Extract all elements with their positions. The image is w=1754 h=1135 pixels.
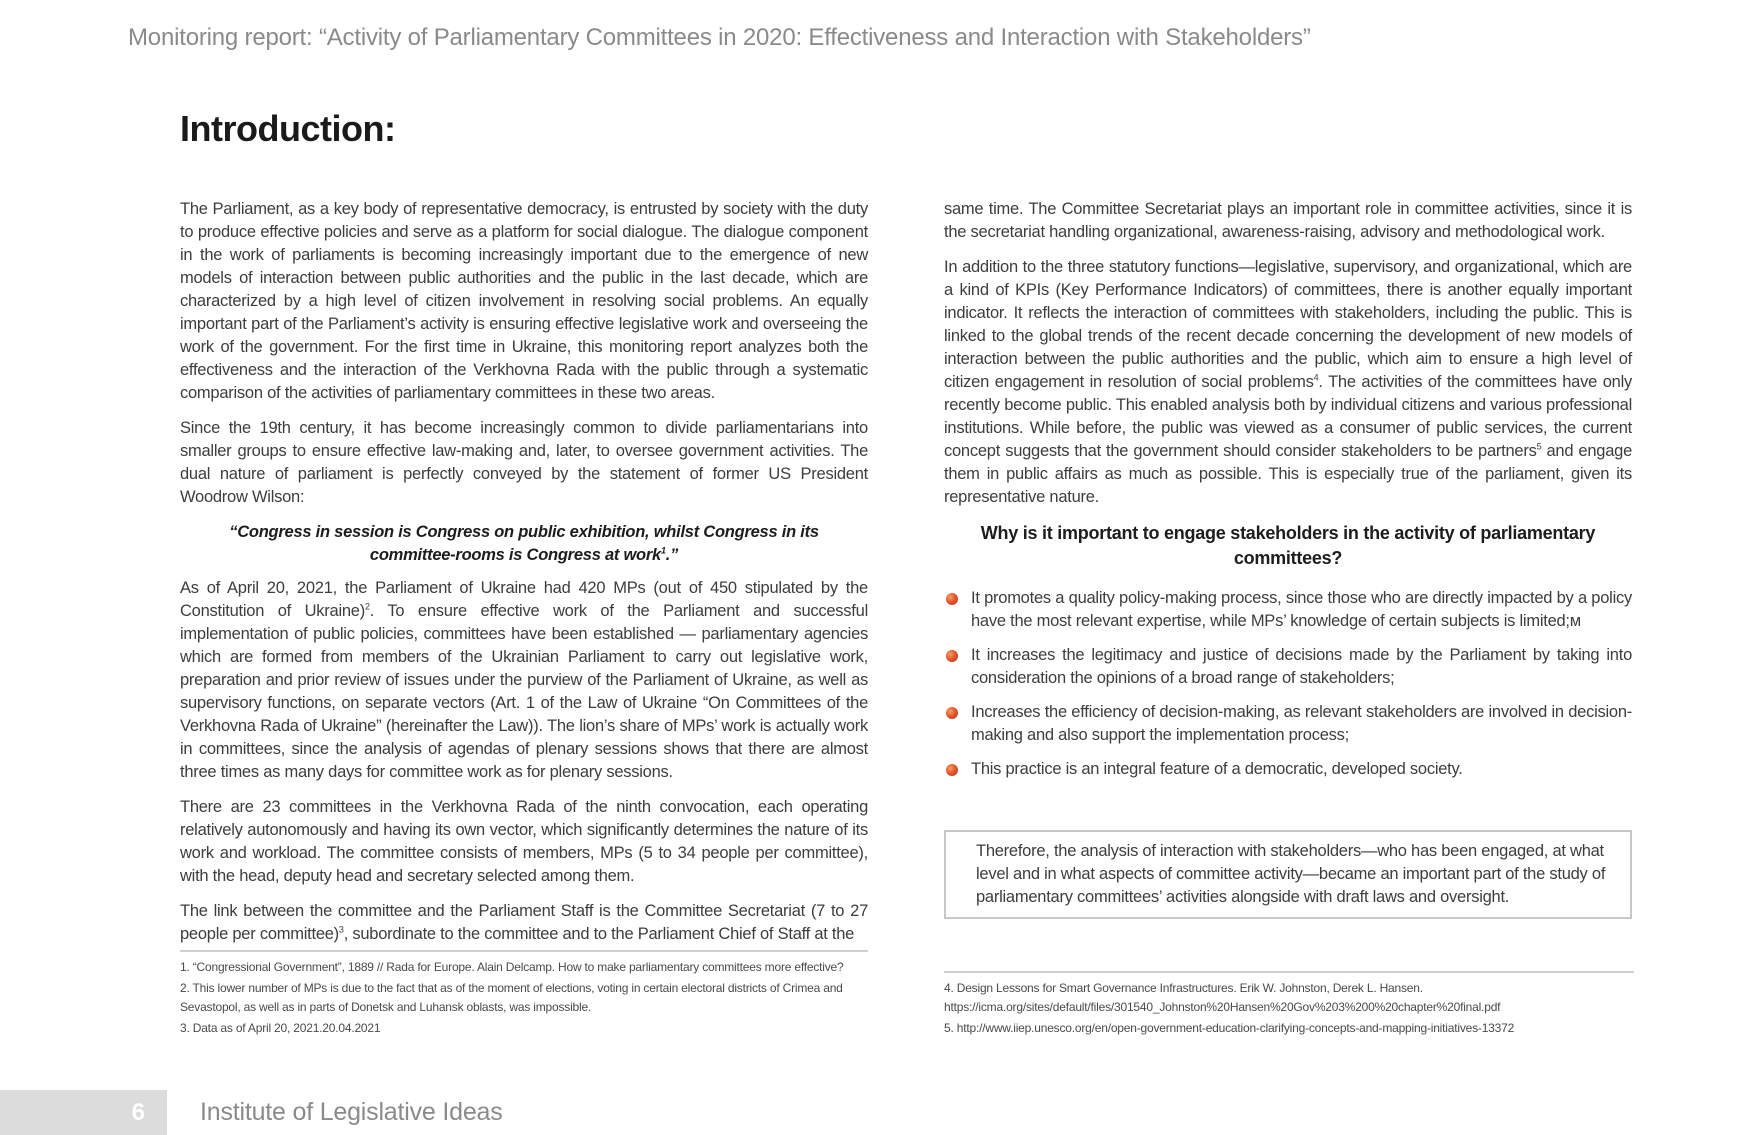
- list-item-text: This practice is an integral feature of a democratic, developed society.: [971, 760, 1463, 778]
- bullet-icon: [946, 593, 958, 605]
- bullet-icon: [946, 650, 958, 662]
- footnote: 1. “Congressional Government”, 1889 // Rada for Europe. Alain Delcamp. How to make parliamentary committees more effective?: [180, 960, 844, 974]
- footnote-ref: 2: [364, 601, 370, 612]
- paragraph-text: The link between the committee and the Parliament Staff is the Committee Secretariat (7 to 27 people per committee): [180, 902, 868, 943]
- paragraph-text: and engage them in public affairs as much as possible. This is especially true of the parliament, given its representative nature.: [944, 442, 1632, 506]
- footnote: 5. http://www.iiep.unesco.org/en/open-government-education-clarifying-concepts-and-mapping-initiatives-13372: [944, 1021, 1515, 1035]
- footnote: 3. Data as of April 20, 2021.20.04.2021: [180, 1021, 381, 1035]
- footnotes-left: [180, 958, 870, 1040]
- wilson-quote: [186, 521, 862, 567]
- paragraph: [944, 256, 1632, 509]
- quote-text: “Congress in session is Congress on public exhibition, whilst Congress in its committee-rooms is Congress at work: [229, 523, 819, 564]
- paragraph-text: As of April 20, 2021, the Parliament of Ukraine had 420 MPs (out of 450 stipulated by the Constitution of Ukraine): [180, 579, 868, 620]
- footnote-divider: [180, 950, 868, 952]
- footnote-ref: 1: [660, 545, 666, 556]
- running-header: Monitoring report: “Activity of Parliamentary Committees in 2020: Effectiveness and Interaction with Stakeholders”: [128, 24, 1311, 51]
- list-item-text: It increases the legitimacy and justice of decisions made by the Parliament by taking into consideration the opinions of a broad range of stakeholders;: [971, 646, 1632, 687]
- footnotes-right: [944, 979, 1634, 1040]
- page-title: Introduction:: [180, 108, 396, 149]
- list-item: [944, 701, 1632, 747]
- paragraph-text: , subordinate to the committee and to the Parliament Chief of Staff at the: [343, 925, 855, 943]
- section-subheading: Why is it important to engage stakeholders in the activity of parliamentary committees?: [980, 523, 1596, 568]
- left-column: [180, 198, 868, 958]
- footnote-ref: 4: [1313, 372, 1319, 383]
- bullet-icon: [946, 764, 958, 776]
- right-column: [944, 198, 1632, 792]
- list-item-text: Increases the efficiency of decision-making, as relevant stakeholders are involved in decision-making and also support the implementation process;: [971, 703, 1632, 744]
- list-item: [944, 644, 1632, 690]
- paragraph: [180, 577, 868, 784]
- footer-organization: Institute of Legislative Ideas: [200, 1098, 503, 1126]
- footnote-ref: 3: [338, 924, 344, 935]
- quote-end: .”: [665, 546, 679, 564]
- paragraph-text: . To ensure effective work of the Parliament and successful implementation of public policies, committees have been established — parliamentary agencies which are formed from members of the Ukrainian Parliament to carry out legislative work, preparation and prior review of issues under the purview of the Parliament of Ukraine, as well as supervisory functions, on separate vectors (Art. 1 of the Law of Ukraine “On Committees of the Verkhovna Rada of Ukraine” (hereinafter the Law)). The lion’s share of MPs’ work is actually work in committees, since the analysis of agendas of plenary sessions shows that there are almost three times as many days for committee work as for plenary sessions.: [180, 602, 868, 781]
- callout-box: Therefore, the analysis of interaction with stakeholders—who has been engaged, at what level and in what aspects of committee activity—became an important part of the study of parliamentary committees’ activities alongside with draft laws and oversight.: [944, 830, 1632, 919]
- footnote-ref: 5: [1536, 441, 1542, 452]
- bullet-icon: [946, 707, 958, 719]
- list-item-text: It promotes a quality policy-making process, since those who are directly impacted by a policy have the most relevant expertise, while MPs’ knowledge of certain subjects is limited;м: [971, 589, 1632, 630]
- paragraph-text: . The activities of the committees have only recently become public. This enabled analysis both by individual citizens and various professional institutions. While before, the public was viewed as a consumer of public services, the current concept suggests that the government should consider stakeholders to be partners: [944, 373, 1632, 460]
- footnote-divider: [944, 971, 1634, 973]
- paragraph: The Parliament, as a key body of representative democracy, is entrusted by society with the duty to produce effective policies and serve as a platform for social dialogue. The dialogue component in the work of parliaments is becoming increasingly important due to the emergence of new models of interaction between public authorities and the public in the last decade, which are characterized by a high level of citizen involvement in resolving social problems. An equally important part of the Parliament’s activity is ensuring effective legislative work and overseeing the work of the government. For the first time in Ukraine, this monitoring report analyzes both the effectiveness and the interaction of the Verkhovna Rada with the public through a systematic comparison of the activities of parliamentary committees in these two areas.: [180, 200, 868, 402]
- paragraph: same time. The Committee Secretariat plays an important role in committee activities, since it is the secretariat handling organizational, awareness-raising, advisory and methodological work.: [944, 200, 1632, 241]
- paragraph: Since the 19th century, it has become increasingly common to divide parliamentarians into smaller groups to ensure effective law-making and, later, to oversee government activities. The dual nature of parliament is perfectly conveyed by the statement of former US President Woodrow Wilson:: [180, 419, 868, 506]
- footnote: 4. Design Lessons for Smart Governance Infrastructures. Erik W. Johnston, Derek L. Hansen. https://icma.org/sites/default/files/301540_Johnston%20Hansen%20Gov%203%200%20chapter%20final.pdf: [944, 981, 1501, 1014]
- footnote: 2. This lower number of MPs is due to the fact that as of the moment of elections, voting in certain electoral districts of Crimea and Sevastopol, as well as in parts of Donetsk and Luhansk oblasts, was impossible.: [180, 981, 843, 1014]
- paragraph: [180, 900, 868, 946]
- bullet-list: [944, 587, 1632, 781]
- paragraph: There are 23 committees in the Verkhovna Rada of the ninth convocation, each operating relatively autonomously and having its own vector, which significantly determines the nature of its work and workload. The committee consists of members, MPs (5 to 34 people per committee), with the head, deputy head and secretary selected among them.: [180, 798, 868, 885]
- paragraph-text: In addition to the three statutory functions—legislative, supervisory, and organizational, which are a kind of KPIs (Key Performance Indicators) of committees, there is another equally important indicator. It reflects the interaction of committees with stakeholders, including the public. This is linked to the global trends of the recent decade concerning the development of new models of interaction between the public authorities and the public, which aim to ensure a high level of citizen engagement in resolution of social problems: [944, 258, 1632, 391]
- list-item: [944, 758, 1632, 781]
- page-number: 6: [0, 1090, 167, 1135]
- list-item: [944, 587, 1632, 633]
